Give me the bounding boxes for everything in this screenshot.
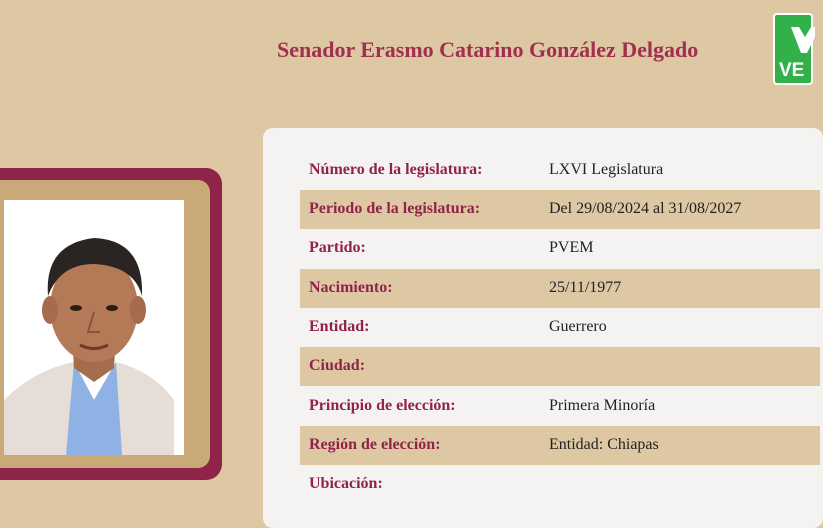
info-row-ciudad [300, 347, 820, 386]
info-label: Ciudad: [309, 357, 366, 374]
senator-info-panel [263, 128, 823, 528]
info-label: Periodo de la legislatura: [309, 200, 481, 217]
info-label: Número de la legislatura: [309, 161, 483, 178]
info-row-nacimiento [300, 269, 820, 308]
senator-portrait-icon [4, 200, 184, 455]
info-row-legislatura [300, 151, 820, 190]
photo-frame [0, 168, 222, 480]
photo-inner-border [0, 180, 210, 468]
info-label: Principio de elección: [309, 397, 456, 414]
info-row-region [300, 426, 820, 465]
info-label: Entidad: [309, 318, 370, 335]
info-row-ubicacion [300, 465, 820, 504]
page-title: Senador Erasmo Catarino González Delgado [277, 37, 699, 62]
logo-stroke-shape [791, 27, 815, 53]
info-row-entidad [300, 308, 820, 347]
info-value: Primera Minoría [549, 397, 656, 414]
info-row-principio [300, 387, 820, 426]
info-label: Partido: [309, 239, 366, 256]
info-value: Guerrero [549, 318, 607, 335]
info-label: Ubicación: [309, 475, 383, 492]
info-label: Nacimiento: [309, 279, 393, 296]
info-row-periodo [300, 190, 820, 229]
info-label: Región de elección: [309, 436, 441, 453]
info-value: LXVI Legislatura [549, 161, 664, 178]
info-row-partido [300, 229, 820, 268]
info-value: Del 29/08/2024 al 31/08/2027 [549, 200, 742, 217]
party-logo-text: VE [779, 60, 805, 81]
pvem-logo-icon[interactable] [773, 13, 813, 85]
info-value: 25/11/1977 [549, 279, 622, 296]
info-value: PVEM [549, 239, 594, 256]
senator-photo [4, 200, 184, 455]
info-value: Entidad: Chiapas [549, 436, 659, 453]
